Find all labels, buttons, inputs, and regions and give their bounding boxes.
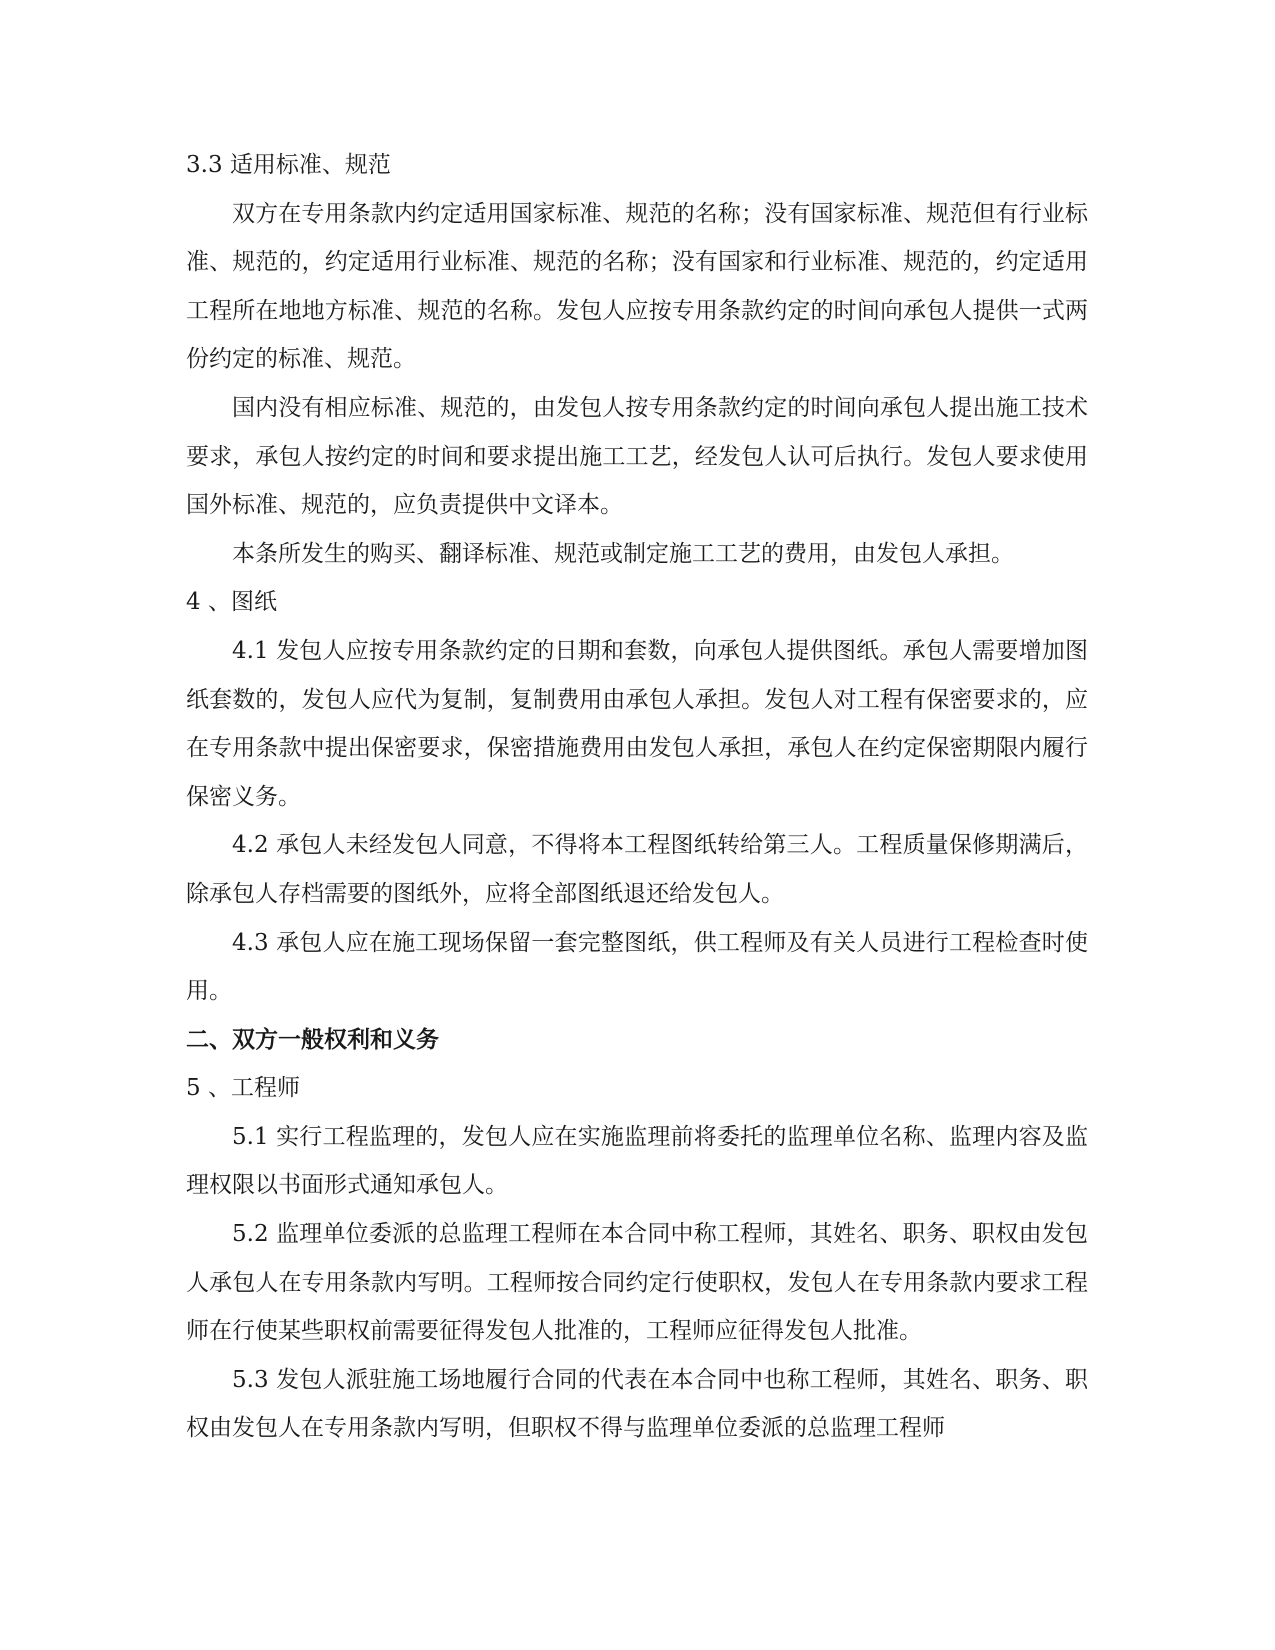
- paragraph-4-3: 4.3 承包人应在施工现场保留一套完整图纸，供工程师及有关人员进行工程检查时使用。: [186, 929, 1088, 1005]
- section-heading-5-engineer: 5 、工程师: [186, 1075, 300, 1102]
- chapter-heading-rights-obligations: 二、双方一般权利和义务: [186, 1026, 439, 1053]
- section-heading-3-3: 3.3 适用标准、规范: [186, 152, 391, 178]
- paragraph-5-2: 5.2 监理单位委派的总监理工程师在本合同中称工程师，其姓名、职务、职权由发包人承包人在专用条款内写明。工程师按合同约定行使职权，发包人在专用条款内要求工程师在行使某些职权前需要征得发包人批准的，工程师应征得发包人批准。: [186, 1221, 1088, 1345]
- paragraph-4-2: 4.2 承包人未经发包人同意，不得将本工程图纸转给第三人。工程质量保修期满后，除承包人存档需要的图纸外，应将全部图纸退还给发包人。: [186, 832, 1088, 907]
- paragraph-standards-cost: 本条所发生的购买、翻译标准、规范或制定施工工艺的费用，由发包人承担。: [232, 540, 1014, 567]
- paragraph-4-1: 4.1 发包人应按专用条款约定的日期和套数，向承包人提供图纸。承包人需要增加图纸套数的，发包人应代为复制，复制费用由承包人承担。发包人对工程有保密要求的，应在专用条款中提出保密要求，保密措施费用由发包人承担，承包人在约定保密期限内履行保密义务。: [186, 637, 1088, 810]
- paragraph-5-1: 5.1 实行工程监理的，发包人应在实施监理前将委托的监理单位名称、监理内容及监理权限以书面形式通知承包人。: [186, 1123, 1088, 1199]
- section-heading-4-drawings: 4 、图纸: [186, 589, 277, 616]
- paragraph-standards-agreement: 双方在专用条款内约定适用国家标准、规范的名称；没有国家标准、规范但有行业标准、规范的，约定适用行业标准、规范的名称；没有国家和行业标准、规范的，约定适用工程所在地地方标准、规范的名称。发包人应按专用条款约定的时间向承包人提供一式两份约定的标准、规范。: [186, 200, 1088, 373]
- document-body: [186, 141, 1088, 1453]
- paragraph-5-3: 5.3 发包人派驻施工场地履行合同的代表在本合同中也称工程师，其姓名、职务、职权由发包人在专用条款内写明，但职权不得与监理单位委派的总监理工程师: [186, 1366, 1088, 1442]
- paragraph-no-domestic-standards: 国内没有相应标准、规范的，由发包人按专用条款约定的时间向承包人提出施工技术要求，承包人按约定的时间和要求提出施工工艺，经发包人认可后执行。发包人要求使用国外标准、规范的，应负责提供中文译本。: [186, 394, 1088, 519]
